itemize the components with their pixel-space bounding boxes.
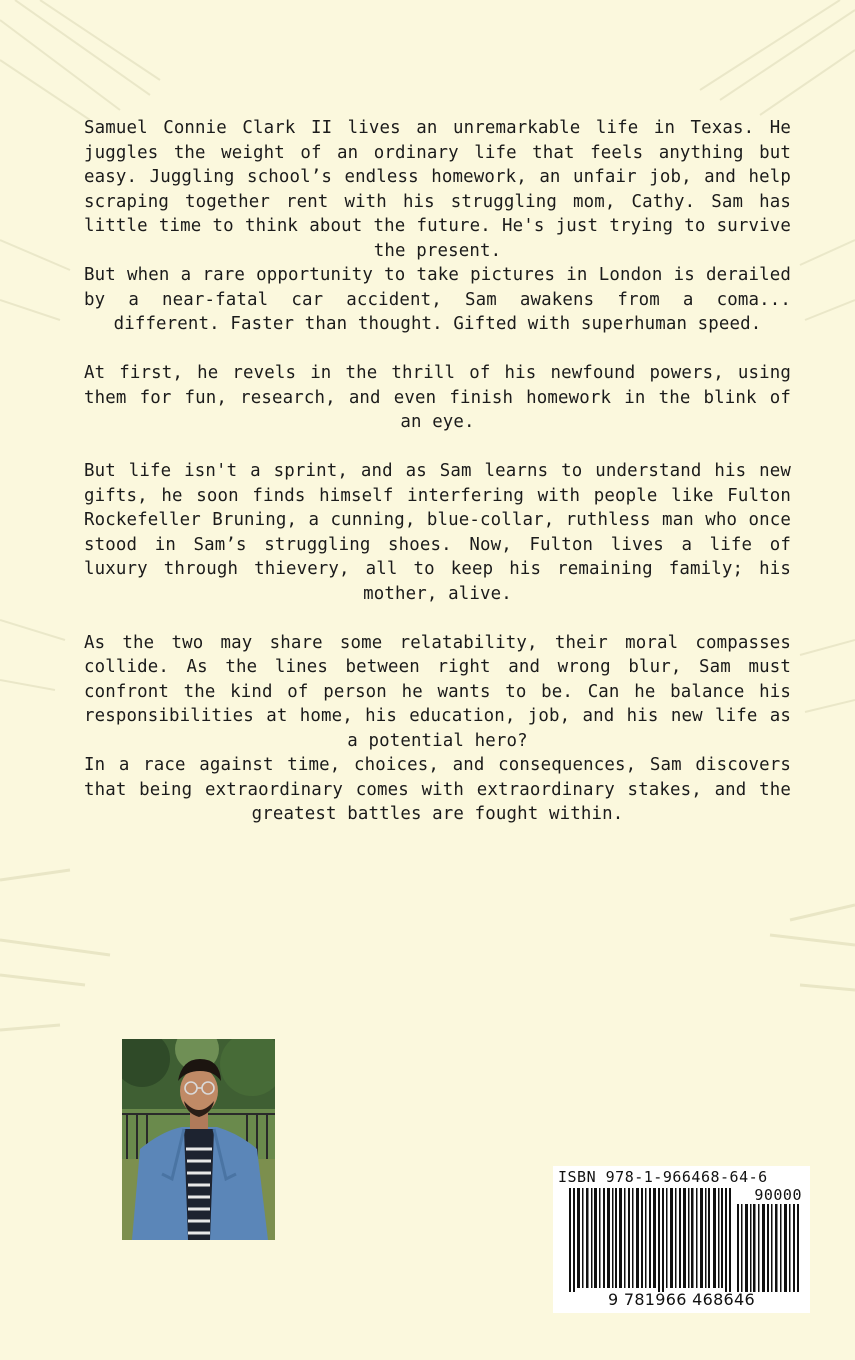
author-photo xyxy=(122,1039,275,1240)
blurb-paragraph-6: In a race against time, choices, and consequences, Sam discovers that being extraordinary comes with extraordinary stakes, and the greatest battles are fought within. xyxy=(84,755,791,824)
blurb-paragraph-4: But life isn't a sprint, and as Sam learns to understand his new gifts, he soon finds himself interfering with people like Fulton Rockefeller Bruning, a cunning, blue-collar, ruthless man who once stood in Sam’s struggling shoes. Now, Fulton lives a life of luxury through thievery, all to keep his remaining family; his mother, alive. xyxy=(84,461,791,604)
blurb-paragraph-1: Samuel Connie Clark II lives an unremarkable life in Texas. He juggles the weight of an ordinary life that feels anything but easy. Juggling school’s endless homework, an unfair job, and help scraping together rent with his struggling mom, Cathy. Sam has little time to think about the future. He's just trying to survive the present. xyxy=(84,118,791,261)
price-code: 90000 xyxy=(754,1186,802,1204)
paragraph-gap xyxy=(84,337,791,362)
isbn-barcode xyxy=(553,1166,810,1313)
blurb-paragraph-5: As the two may share some relatability, their moral compasses collide. As the lines between right and wrong blur, Sam must confront the kind of person he wants to be. Can he balance his responsibilities at home, his education, job, and his new life as a potential hero? xyxy=(84,632,791,751)
paragraph-gap xyxy=(84,435,791,460)
blurb-paragraph-3: At first, he revels in the thrill of his newfound powers, using them for fun, research, and even finish homework in the blink of an eye. xyxy=(84,363,791,432)
back-cover-blurb xyxy=(84,116,791,827)
blurb-paragraph-2: But when a rare opportunity to take pictures in London is derailed by a near-fatal car accident, Sam awakens from a coma... different. Faster than thought. Gifted with superhuman speed. xyxy=(84,265,791,334)
isbn-label: ISBN 978-1-966468-64-6 xyxy=(558,1168,768,1186)
paragraph-gap xyxy=(84,606,791,631)
barcode-digits: 9 781966 468646 xyxy=(607,1290,755,1309)
